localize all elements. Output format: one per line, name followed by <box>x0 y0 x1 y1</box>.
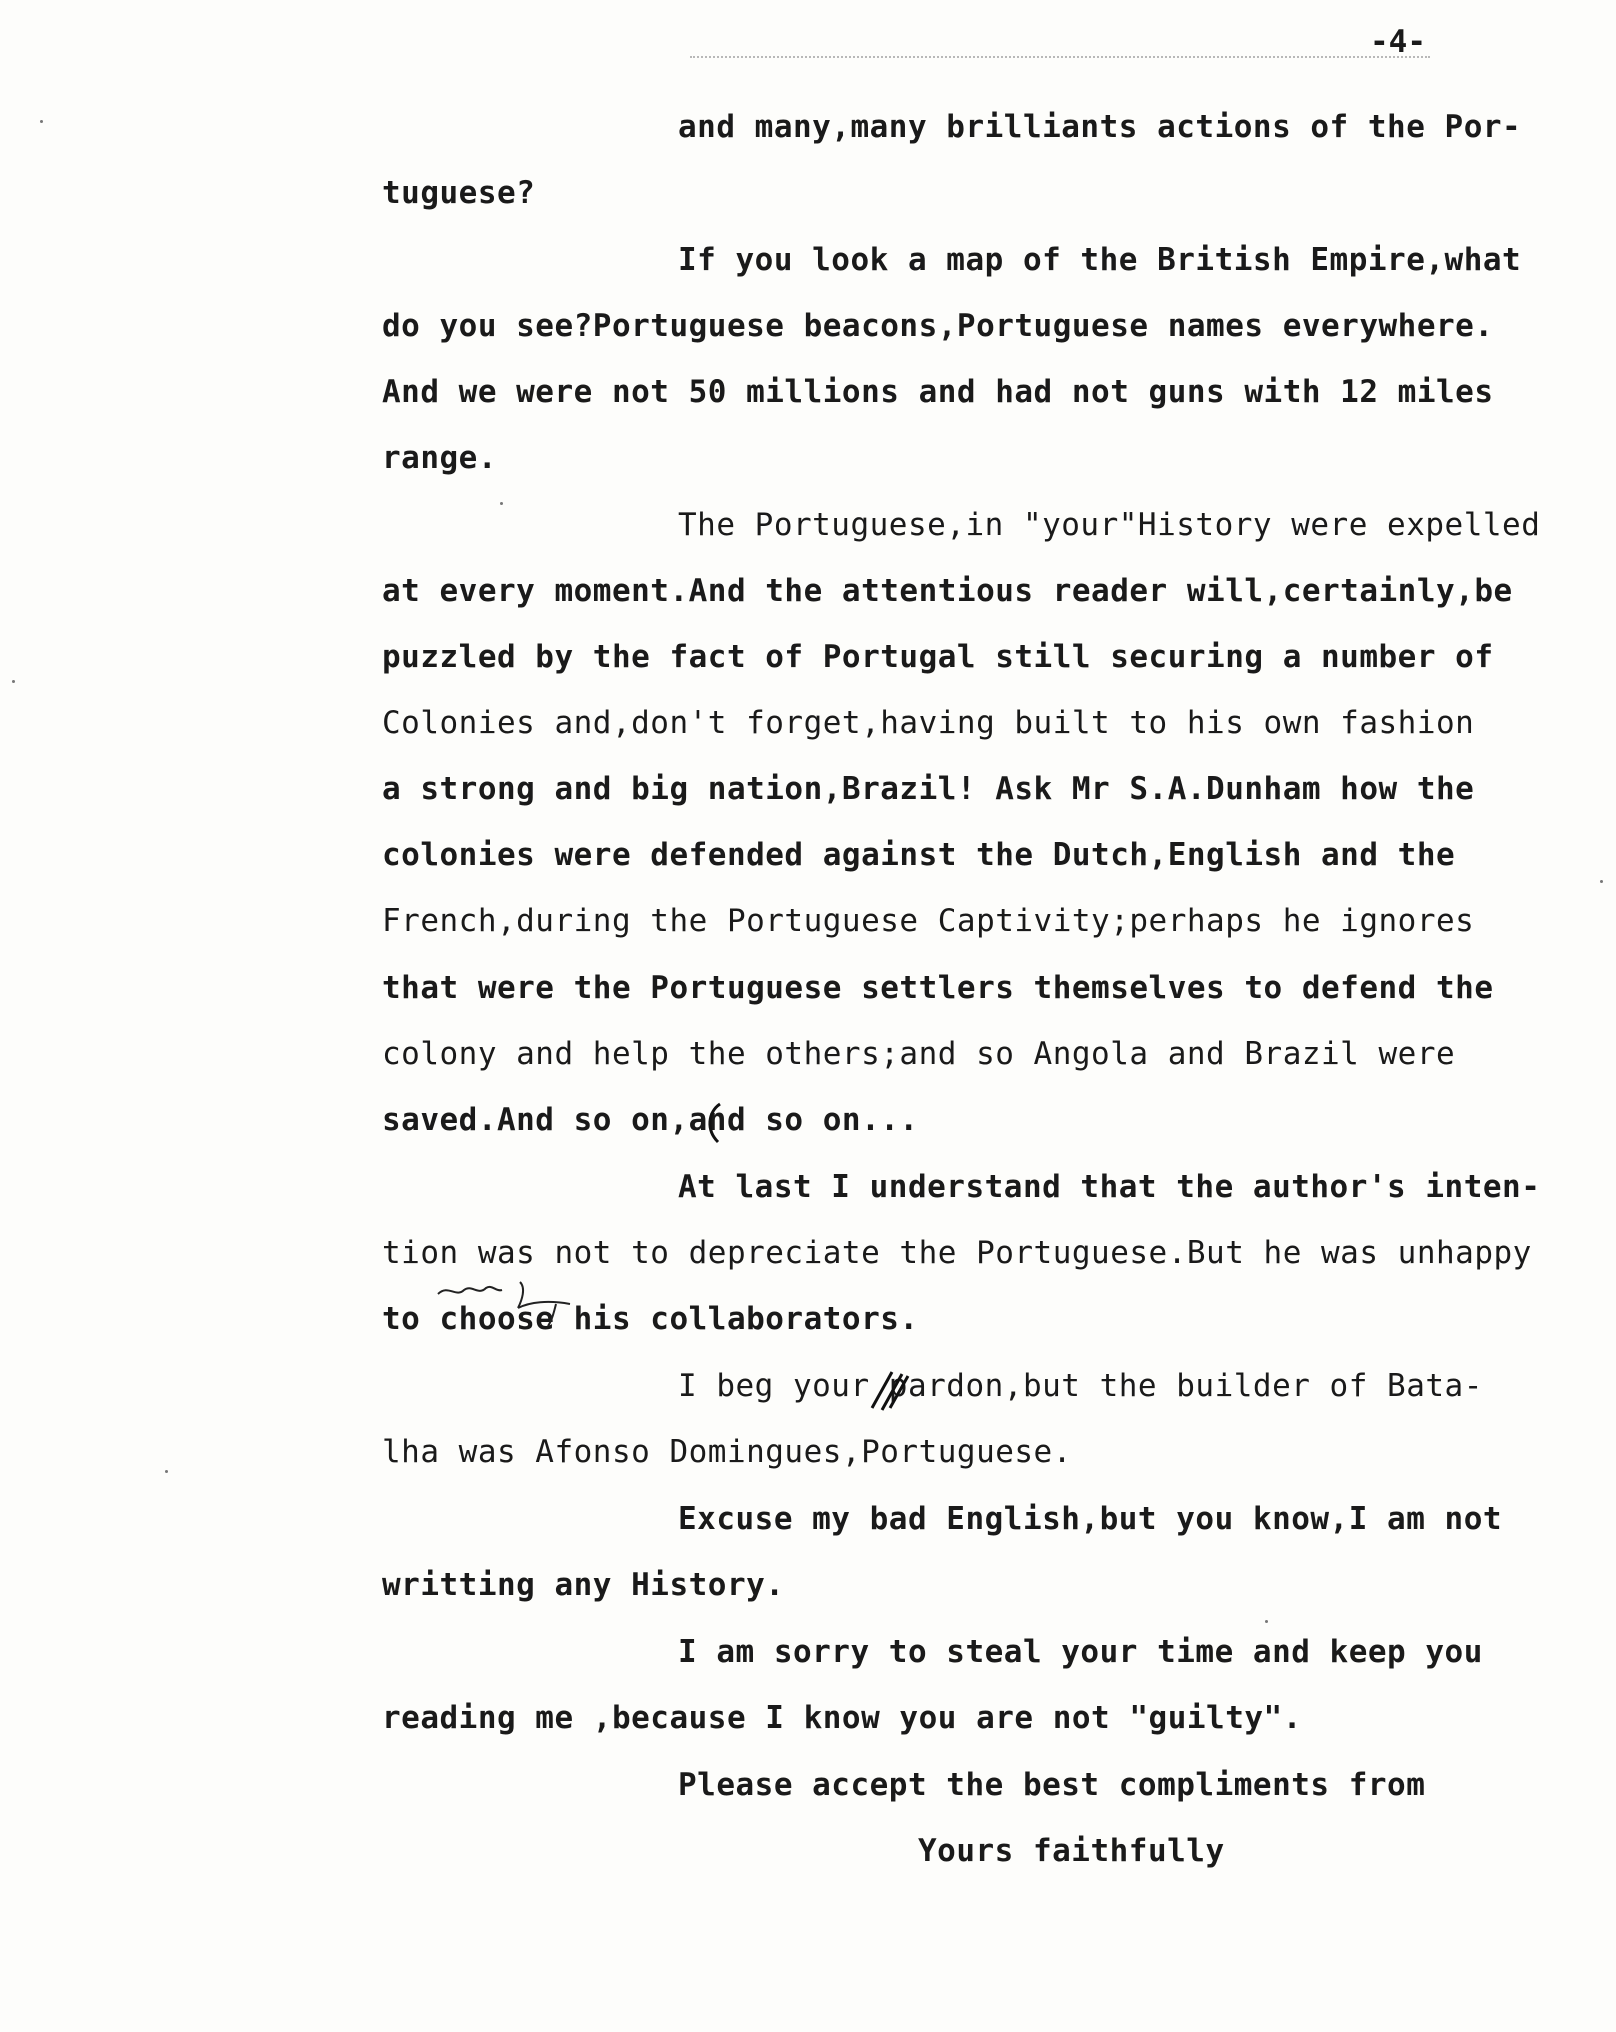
text-line: The Portuguese,in "your"History were expelled <box>678 507 1541 543</box>
text-line: and many,many brilliants actions of the Por- <box>678 109 1522 145</box>
text-line: tuguese? <box>382 175 536 211</box>
text-line: lha was Afonso Domingues,Portuguese. <box>382 1434 1072 1470</box>
closing-line: Yours faithfully <box>918 1833 1225 1869</box>
text-line: I am sorry to steal your time and keep you <box>678 1634 1483 1670</box>
paper-speck <box>500 502 503 505</box>
text-line: to choose his collaborators. <box>382 1301 919 1337</box>
text-line: colonies were defended against the Dutch,English and the <box>382 837 1456 873</box>
handwritten-strikeout <box>866 1368 916 1412</box>
paper-speck <box>40 120 43 123</box>
text-line: I beg your pardon,but the builder of Bata- <box>678 1368 1483 1404</box>
text-line: saved.And so on,and so on... <box>382 1102 919 1138</box>
page-number: -4- <box>1370 24 1426 60</box>
text-line: If you look a map of the British Empire,what <box>678 242 1522 278</box>
handwritten-annotation <box>430 1278 650 1328</box>
text-line: that were the Portuguese settlers themselves to defend the <box>382 970 1494 1006</box>
paper-speck <box>1600 880 1603 883</box>
handwritten-mark <box>690 1100 730 1144</box>
text-line: range. <box>382 440 497 476</box>
text-line: French,during the Portuguese Captivity;perhaps he ignores <box>382 903 1475 939</box>
paper-speck <box>12 680 15 683</box>
text-line: tion was not to depreciate the Portuguese.But he was unhappy <box>382 1235 1532 1271</box>
text-line: colony and help the others;and so Angola and Brazil were <box>382 1036 1456 1072</box>
text-line: writting any History. <box>382 1567 785 1603</box>
text-line: Excuse my bad English,but you know,I am not <box>678 1501 1503 1537</box>
text-line: reading me ,because I know you are not "guilty". <box>382 1700 1302 1736</box>
header-dotted-rule <box>690 56 1430 58</box>
text-line: Please accept the best compliments from <box>678 1767 1426 1803</box>
text-line: a strong and big nation,Brazil! Ask Mr S.A.Dunham how the <box>382 771 1475 807</box>
text-line: And we were not 50 millions and had not guns with 12 miles <box>382 374 1494 410</box>
paper-speck <box>165 1470 168 1473</box>
paper-speck <box>1265 1620 1268 1623</box>
text-line: At last I understand that the author's inten- <box>678 1169 1541 1205</box>
text-line: at every moment.And the attentious reader will,certainly,be <box>382 573 1513 609</box>
text-line: do you see?Portuguese beacons,Portuguese names everywhere. <box>382 308 1494 344</box>
text-line: puzzled by the fact of Portugal still securing a number of <box>382 639 1494 675</box>
text-line: Colonies and,don't forget,having built to his own fashion <box>382 705 1475 741</box>
